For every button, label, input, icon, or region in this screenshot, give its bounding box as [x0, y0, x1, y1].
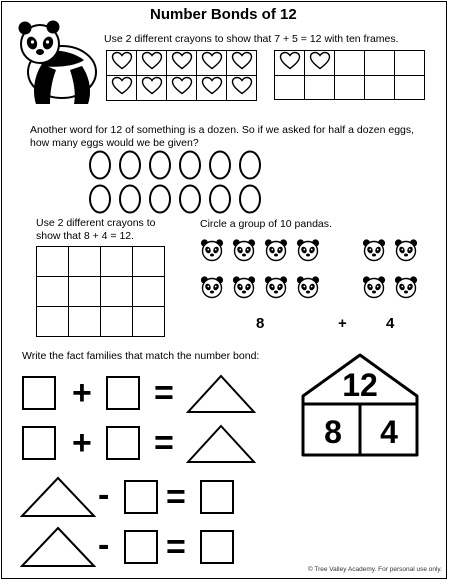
ten-frame-cell[interactable] [395, 51, 425, 76]
plus-sign: + [72, 374, 92, 412]
fact-family-instruction: Write the fact families that match the number bond: [22, 350, 260, 362]
heart-icon [279, 51, 301, 70]
pandas-instruction: Circle a group of 10 pandas. [200, 218, 332, 230]
panda-face-icon[interactable] [362, 238, 386, 262]
count-right-label: 4 [386, 315, 395, 332]
grid-cell[interactable] [69, 307, 101, 337]
heart-icon [141, 51, 163, 70]
equals-sign: = [154, 424, 174, 462]
grid-cell[interactable] [37, 247, 69, 277]
ten-frame-cell[interactable] [167, 51, 197, 76]
egg [240, 186, 260, 213]
answer-box[interactable] [106, 376, 140, 410]
grid-cell[interactable] [69, 247, 101, 277]
ten-frame-cell[interactable] [305, 76, 335, 100]
egg [120, 152, 140, 179]
panda-face-icon[interactable] [264, 238, 288, 262]
coloring-grid[interactable] [36, 246, 165, 337]
grid-cell[interactable] [133, 307, 165, 337]
ten-frame-cell[interactable] [197, 51, 227, 76]
ten-frame-2[interactable] [274, 50, 425, 100]
dozen-question-line-2: how many eggs would we be given? [30, 137, 199, 149]
ten-frame-cell[interactable] [107, 76, 137, 101]
ten-frame-cell[interactable] [137, 51, 167, 76]
heart-icon [201, 51, 223, 70]
ten-frame-cell[interactable] [137, 76, 167, 101]
heart-icon [171, 76, 193, 95]
egg [210, 186, 230, 213]
panda-illustration [12, 14, 100, 106]
panda-face-icon[interactable] [394, 238, 418, 262]
ten-frame-cell[interactable] [335, 51, 365, 76]
panda-face-icon[interactable] [232, 238, 256, 262]
panda-group-right[interactable] [358, 238, 424, 312]
answer-triangle[interactable] [186, 374, 256, 414]
ten-frame-cell[interactable] [365, 51, 395, 76]
ten-frame-cell[interactable] [227, 76, 257, 101]
grid-cell[interactable] [101, 247, 133, 277]
heart-icon [111, 76, 133, 95]
egg [120, 186, 140, 213]
heart-icon [111, 51, 133, 70]
answer-triangle[interactable] [186, 424, 256, 464]
dozen-question-line-1: Another word for 12 of something is a dozen. So if we asked for half a dozen eggs, [30, 124, 415, 136]
grid-cell[interactable] [133, 277, 165, 307]
grid-cell[interactable] [133, 247, 165, 277]
egg [210, 152, 230, 179]
grid-cell[interactable] [69, 277, 101, 307]
answer-box[interactable] [124, 530, 158, 564]
answer-box[interactable] [200, 480, 234, 514]
heart-icon [231, 51, 253, 70]
ten-frame-cell[interactable] [167, 76, 197, 101]
egg [90, 152, 110, 179]
egg [150, 152, 170, 179]
number-bond-part-1: 8 [324, 414, 342, 450]
plus-sign: + [72, 424, 92, 462]
answer-triangle[interactable] [20, 526, 96, 568]
answer-box[interactable] [22, 426, 56, 460]
egg [240, 152, 260, 179]
heart-icon [171, 51, 193, 70]
count-left-label: 8 [256, 315, 265, 332]
answer-box[interactable] [22, 376, 56, 410]
panda-face-icon[interactable] [296, 275, 320, 299]
ten-frame-cell[interactable] [227, 51, 257, 76]
page-title: Number Bonds of 12 [150, 6, 297, 23]
number-bond-whole: 12 [342, 367, 378, 403]
panda-group-left[interactable] [196, 238, 328, 312]
panda-face-icon[interactable] [394, 275, 418, 299]
egg [150, 186, 170, 213]
panda-face-icon[interactable] [362, 275, 386, 299]
answer-box[interactable] [106, 426, 140, 460]
footer-credit: © Tree Valley Academy. For personal use only. [307, 566, 442, 573]
grid-cell[interactable] [37, 277, 69, 307]
minus-sign: - [98, 476, 110, 514]
ten-frame-cell[interactable] [365, 76, 395, 100]
ten-frame-cell[interactable] [275, 76, 305, 100]
panda-face-icon[interactable] [264, 275, 288, 299]
heart-icon [309, 51, 331, 70]
grid-instruction-line-1: Use 2 different crayons to [36, 217, 156, 229]
answer-triangle[interactable] [20, 476, 96, 518]
egg [90, 186, 110, 213]
equals-sign: = [154, 374, 174, 412]
ten-frame-1[interactable] [106, 50, 257, 101]
egg [180, 152, 200, 179]
heart-icon [231, 76, 253, 95]
grid-cell[interactable] [101, 307, 133, 337]
ten-frame-cell[interactable] [305, 51, 335, 76]
panda-face-icon[interactable] [200, 238, 224, 262]
ten-frame-cell[interactable] [395, 76, 425, 100]
answer-box[interactable] [124, 480, 158, 514]
equals-sign: = [166, 478, 186, 516]
ten-frame-cell[interactable] [107, 51, 137, 76]
heart-icon [201, 76, 223, 95]
grid-instruction-line-2: show that 8 + 4 = 12. [36, 230, 135, 242]
ten-frame-cell[interactable] [197, 76, 227, 101]
grid-cell[interactable] [101, 277, 133, 307]
minus-sign: - [98, 526, 110, 564]
panda-face-icon[interactable] [200, 275, 224, 299]
ten-frames-instruction: Use 2 different crayons to show that 7 + 5 = 12 with ten frames. [104, 33, 399, 45]
equals-sign: = [166, 528, 186, 566]
heart-icon [141, 76, 163, 95]
answer-box[interactable] [200, 530, 234, 564]
grid-cell[interactable] [37, 307, 69, 337]
ten-frame-cell[interactable] [275, 51, 305, 76]
panda-face-icon[interactable] [232, 275, 256, 299]
number-bond-part-2: 4 [380, 414, 398, 450]
plus-label: + [338, 315, 347, 332]
eggs-group [88, 150, 268, 216]
panda-face-icon[interactable] [296, 238, 320, 262]
ten-frame-cell[interactable] [335, 76, 365, 100]
egg [180, 186, 200, 213]
